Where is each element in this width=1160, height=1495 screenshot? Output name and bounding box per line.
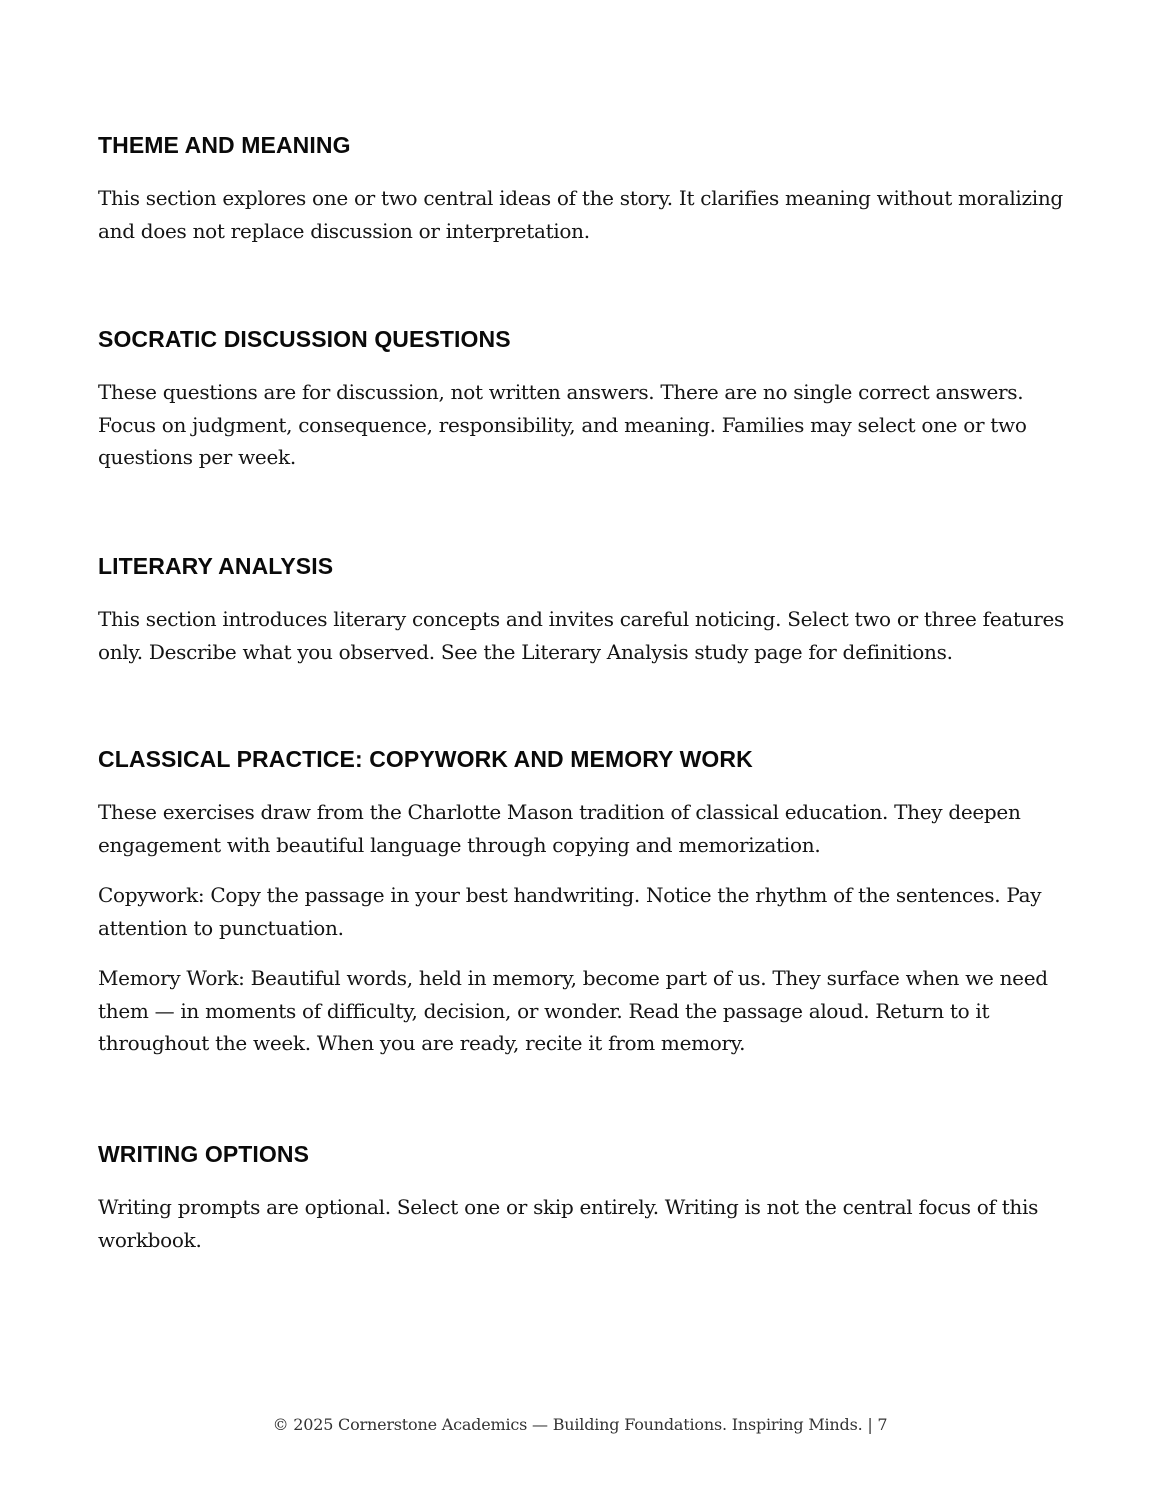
section-heading: LITERARY ANALYSIS: [98, 553, 334, 579]
section-classical-practice: [98, 744, 1073, 1078]
page-footer: © 2025 Cornerstone Academics — Building Foundations. Inspiring Minds. | 7: [272, 1415, 888, 1434]
section-heading: THEME AND MEANING: [98, 132, 351, 158]
section-heading: CLASSICAL PRACTICE: COPYWORK AND MEMORY WORK: [98, 746, 753, 772]
copywork-paragraph: Copywork: Copy the passage in your best handwriting. Notice the rhythm of the sentences. Pay attention to punctuation.: [98, 883, 1042, 940]
memory-work-paragraph: Memory Work: Beautiful words, held in memory, become part of us. They surface when we need them — in moments of difficulty, decision, or wonder. Read the passage aloud. Return to it throughout the week. When you are ready, recite it from memory.: [98, 966, 1048, 1055]
section-theme-and-meaning: [98, 130, 1073, 265]
section-paragraph: This section explores one or two central ideas of the story. It clarifies meaning without moralizing and does not replace discussion or interpretation.: [98, 186, 1063, 243]
section-paragraph: Writing prompts are optional. Select one or skip entirely. Writing is not the central focus of this workbook.: [98, 1195, 1039, 1252]
section-socratic-discussion-questions: [98, 324, 1073, 492]
section-heading: SOCRATIC DISCUSSION QUESTIONS: [98, 326, 511, 352]
section-literary-analysis: [98, 551, 1073, 686]
section-paragraph: This section introduces literary concepts and invites careful noticing. Select two or three features only. Describe what you observed. See the Literary Analysis study page for definitions.: [98, 607, 1064, 664]
section-paragraph: These exercises draw from the Charlotte Mason tradition of classical education. They deepen engagement with beautiful language through copying and memorization.: [98, 800, 1021, 857]
section-paragraph: These questions are for discussion, not written answers. There are no single correct answers. Focus on judgment, consequence, responsibility, and meaning. Families may select one or two questions per week.: [98, 380, 1027, 469]
section-heading: WRITING OPTIONS: [98, 1141, 310, 1167]
section-writing-options: [98, 1139, 1073, 1274]
